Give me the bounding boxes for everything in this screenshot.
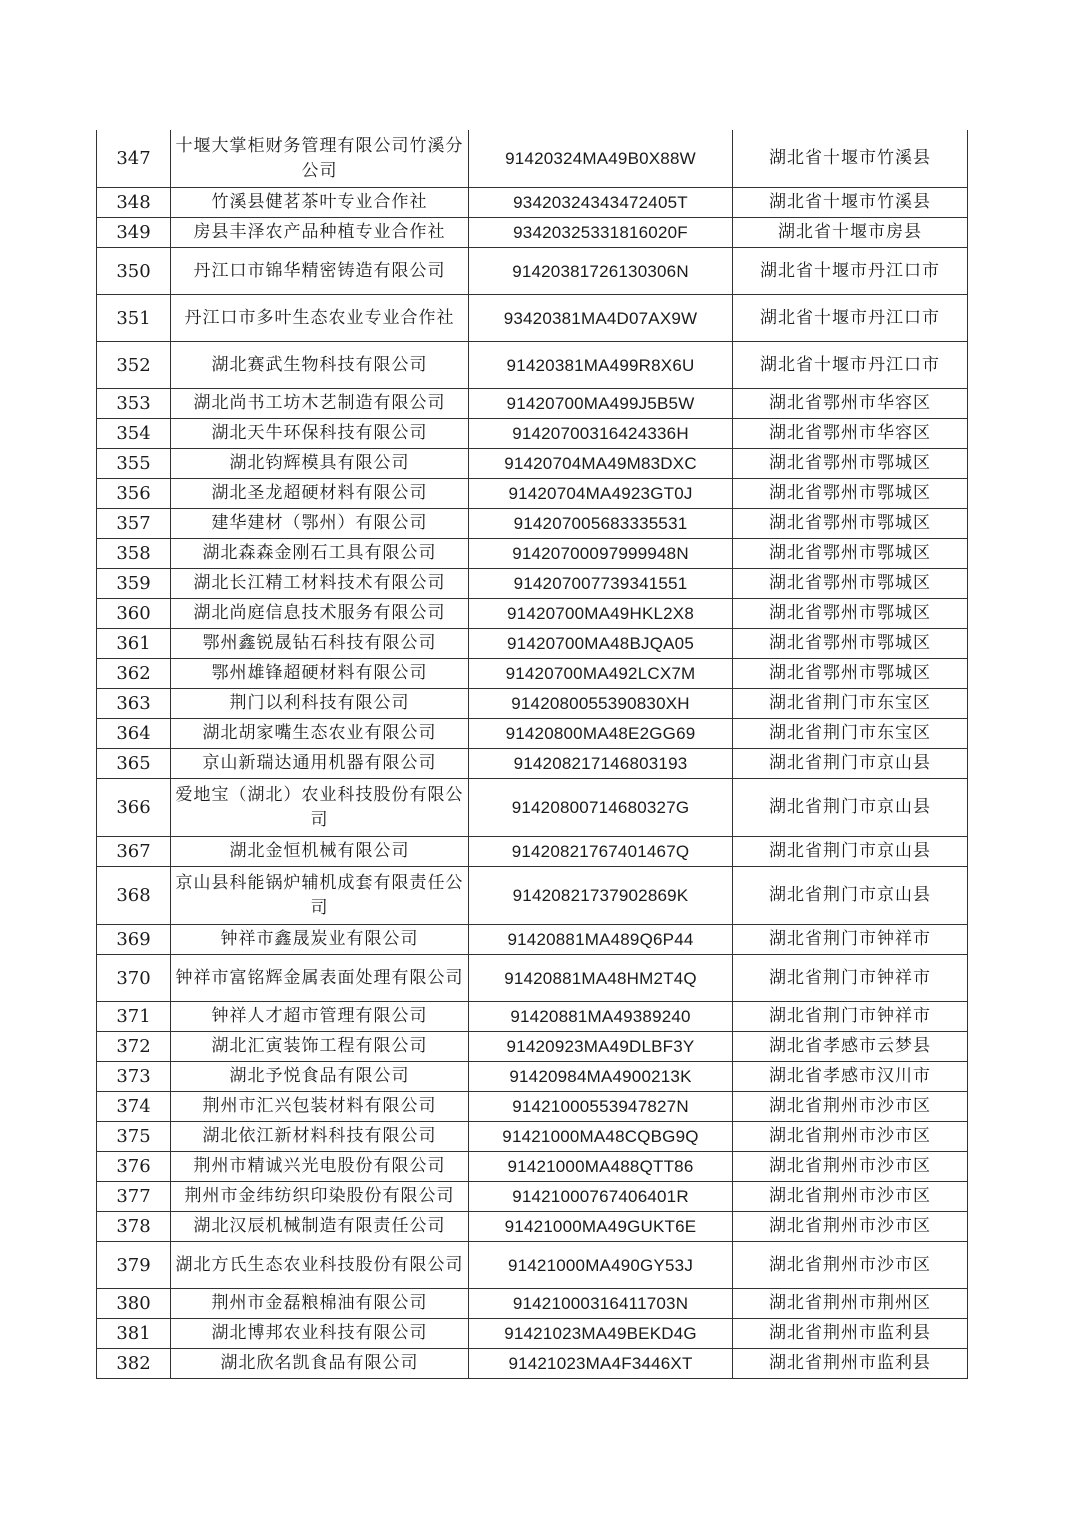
credit-code-cell: 91420923MA49DLBF3Y [469,1032,733,1062]
table-body [97,130,968,1379]
row-number-cell: 369 [97,925,171,955]
company-name-cell: 丹江口市多叶生态农业专业合作社 [171,295,469,342]
row-number-cell: 360 [97,599,171,629]
company-name-cell: 荆州市金纬纺织印染股份有限公司 [171,1182,469,1212]
location-cell: 湖北省鄂州市鄂城区 [733,569,968,599]
row-number-cell: 355 [97,449,171,479]
row-number-cell: 367 [97,837,171,867]
company-name-cell: 湖北圣龙超硬材料有限公司 [171,479,469,509]
table-row [97,1242,968,1289]
company-name-cell: 荆门以利科技有限公司 [171,689,469,719]
row-number-cell: 380 [97,1289,171,1319]
company-name-cell: 湖北尚书工坊木艺制造有限公司 [171,389,469,419]
table-row [97,749,968,779]
table-row [97,955,968,1002]
credit-code-cell: 91420800MA48E2GG69 [469,719,733,749]
credit-code-cell: 93420381MA4D07AX9W [469,295,733,342]
location-cell: 湖北省荆门市东宝区 [733,719,968,749]
table-row [97,719,968,749]
location-cell: 湖北省鄂州市华容区 [733,419,968,449]
location-cell: 湖北省鄂州市鄂城区 [733,659,968,689]
credit-code-cell: 91420700097999948N [469,539,733,569]
table-row [97,342,968,389]
location-cell: 湖北省鄂州市鄂城区 [733,449,968,479]
table-row [97,629,968,659]
row-number-cell: 365 [97,749,171,779]
location-cell: 湖北省荆门市京山县 [733,837,968,867]
row-number-cell: 350 [97,248,171,295]
company-name-cell: 荆州市金磊粮棉油有限公司 [171,1289,469,1319]
company-name-cell: 湖北博邦农业科技有限公司 [171,1319,469,1349]
location-cell: 湖北省荆州市沙市区 [733,1092,968,1122]
credit-code-cell: 91420700MA499J5B5W [469,389,733,419]
company-name-cell: 湖北胡家嘴生态农业有限公司 [171,719,469,749]
table-row [97,295,968,342]
location-cell: 湖北省鄂州市鄂城区 [733,539,968,569]
table-row [97,1289,968,1319]
location-cell: 湖北省荆州市沙市区 [733,1122,968,1152]
location-cell: 湖北省鄂州市华容区 [733,389,968,419]
company-name-cell: 湖北赛武生物科技有限公司 [171,342,469,389]
table-row [97,1319,968,1349]
credit-code-cell: 91421023MA49BEKD4G [469,1319,733,1349]
company-name-cell: 竹溪县健茗茶叶专业合作社 [171,188,469,218]
table-row [97,1092,968,1122]
row-number-cell: 354 [97,419,171,449]
table-row [97,837,968,867]
row-number-cell: 370 [97,955,171,1002]
company-name-cell: 钟祥市富铭辉金属表面处理有限公司 [171,955,469,1002]
location-cell: 湖北省荆门市钟祥市 [733,955,968,1002]
table-row [97,1182,968,1212]
credit-code-cell: 914207007739341551 [469,569,733,599]
table-row [97,539,968,569]
table-row [97,1032,968,1062]
enterprise-registry-table [96,130,968,1379]
table-row [97,449,968,479]
company-name-cell: 湖北方氏生态农业科技股份有限公司 [171,1242,469,1289]
credit-code-cell: 91421000553947827N [469,1092,733,1122]
row-number-cell: 347 [97,130,171,188]
company-name-cell: 京山县科能锅炉辅机成套有限责任公司 [171,867,469,925]
row-number-cell: 377 [97,1182,171,1212]
location-cell: 湖北省十堰市房县 [733,218,968,248]
credit-code-cell: 91421000767406401R [469,1182,733,1212]
company-name-cell: 鄂州鑫锐晟钻石科技有限公司 [171,629,469,659]
credit-code-cell: 91420324MA49B0X88W [469,130,733,188]
location-cell: 湖北省十堰市丹江口市 [733,248,968,295]
credit-code-cell: 91421023MA4F3446XT [469,1349,733,1379]
table-row [97,569,968,599]
credit-code-cell: 91421000316411703N [469,1289,733,1319]
table-row [97,925,968,955]
location-cell: 湖北省荆门市钟祥市 [733,1002,968,1032]
credit-code-cell: 93420325331816020F [469,218,733,248]
row-number-cell: 362 [97,659,171,689]
row-number-cell: 361 [97,629,171,659]
company-name-cell: 爱地宝（湖北）农业科技股份有限公司 [171,779,469,837]
row-number-cell: 375 [97,1122,171,1152]
credit-code-cell: 9142080055390830XH [469,689,733,719]
table-row [97,389,968,419]
credit-code-cell: 91420821737902869K [469,867,733,925]
location-cell: 湖北省荆门市京山县 [733,749,968,779]
location-cell: 湖北省十堰市竹溪县 [733,130,968,188]
row-number-cell: 351 [97,295,171,342]
table-row [97,1002,968,1032]
company-name-cell: 荆州市汇兴包装材料有限公司 [171,1092,469,1122]
table-row [97,130,968,188]
location-cell: 湖北省荆州市荆州区 [733,1289,968,1319]
company-name-cell: 湖北钧辉模具有限公司 [171,449,469,479]
row-number-cell: 364 [97,719,171,749]
table-row [97,1349,968,1379]
table-row [97,479,968,509]
credit-code-cell: 91420700MA492LCX7M [469,659,733,689]
table-row [97,1152,968,1182]
company-name-cell: 钟祥市鑫晟炭业有限公司 [171,925,469,955]
credit-code-cell: 91420700MA49HKL2X8 [469,599,733,629]
location-cell: 湖北省鄂州市鄂城区 [733,599,968,629]
table-row [97,1122,968,1152]
credit-code-cell: 91420800714680327G [469,779,733,837]
company-name-cell: 湖北金恒机械有限公司 [171,837,469,867]
company-name-cell: 丹江口市锦华精密铸造有限公司 [171,248,469,295]
credit-code-cell: 91421000MA48CQBG9Q [469,1122,733,1152]
row-number-cell: 366 [97,779,171,837]
table-row [97,867,968,925]
company-name-cell: 湖北天牛环保科技有限公司 [171,419,469,449]
company-name-cell: 湖北长江精工材料技术有限公司 [171,569,469,599]
location-cell: 湖北省孝感市云梦县 [733,1032,968,1062]
credit-code-cell: 91421000MA488QTT86 [469,1152,733,1182]
location-cell: 湖北省孝感市汉川市 [733,1062,968,1092]
row-number-cell: 368 [97,867,171,925]
company-name-cell: 京山新瑞达通用机器有限公司 [171,749,469,779]
company-name-cell: 荆州市精诚兴光电股份有限公司 [171,1152,469,1182]
location-cell: 湖北省荆门市东宝区 [733,689,968,719]
credit-code-cell: 91420700316424336H [469,419,733,449]
location-cell: 湖北省荆门市钟祥市 [733,925,968,955]
row-number-cell: 374 [97,1092,171,1122]
row-number-cell: 379 [97,1242,171,1289]
row-number-cell: 376 [97,1152,171,1182]
row-number-cell: 349 [97,218,171,248]
row-number-cell: 357 [97,509,171,539]
location-cell: 湖北省鄂州市鄂城区 [733,629,968,659]
credit-code-cell: 91421000MA490GY53J [469,1242,733,1289]
company-name-cell: 湖北汉辰机械制造有限责任公司 [171,1212,469,1242]
credit-code-cell: 91420881MA49389240 [469,1002,733,1032]
row-number-cell: 353 [97,389,171,419]
company-name-cell: 建华建材（鄂州）有限公司 [171,509,469,539]
company-name-cell: 房县丰泽农产品种植专业合作社 [171,218,469,248]
row-number-cell: 356 [97,479,171,509]
credit-code-cell: 91420700MA48BJQA05 [469,629,733,659]
location-cell: 湖北省鄂州市鄂城区 [733,479,968,509]
row-number-cell: 352 [97,342,171,389]
credit-code-cell: 91420881MA489Q6P44 [469,925,733,955]
company-name-cell: 湖北依江新材料科技有限公司 [171,1122,469,1152]
company-name-cell: 湖北森森金刚石工具有限公司 [171,539,469,569]
credit-code-cell: 914208217146803193 [469,749,733,779]
location-cell: 湖北省荆门市京山县 [733,779,968,837]
credit-code-cell: 91420704MA49M83DXC [469,449,733,479]
row-number-cell: 373 [97,1062,171,1092]
table-row [97,218,968,248]
table-row [97,188,968,218]
row-number-cell: 378 [97,1212,171,1242]
table-row [97,419,968,449]
company-name-cell: 十堰大掌柜财务管理有限公司竹溪分公司 [171,130,469,188]
company-name-cell: 湖北汇寅装饰工程有限公司 [171,1032,469,1062]
company-name-cell: 湖北尚庭信息技术服务有限公司 [171,599,469,629]
location-cell: 湖北省荆州市监利县 [733,1319,968,1349]
row-number-cell: 382 [97,1349,171,1379]
company-name-cell: 湖北予悦食品有限公司 [171,1062,469,1092]
location-cell: 湖北省荆州市沙市区 [733,1212,968,1242]
location-cell: 湖北省荆州市沙市区 [733,1242,968,1289]
credit-code-cell: 91420381726130306N [469,248,733,295]
row-number-cell: 358 [97,539,171,569]
row-number-cell: 381 [97,1319,171,1349]
row-number-cell: 363 [97,689,171,719]
table-row [97,509,968,539]
location-cell: 湖北省荆州市沙市区 [733,1182,968,1212]
company-name-cell: 钟祥人才超市管理有限公司 [171,1002,469,1032]
credit-code-cell: 914207005683335531 [469,509,733,539]
table-row [97,689,968,719]
table-row [97,1212,968,1242]
credit-code-cell: 91420704MA4923GT0J [469,479,733,509]
row-number-cell: 359 [97,569,171,599]
credit-code-cell: 91420381MA499R8X6U [469,342,733,389]
table-row [97,659,968,689]
location-cell: 湖北省十堰市丹江口市 [733,295,968,342]
company-name-cell: 鄂州雄锋超硬材料有限公司 [171,659,469,689]
location-cell: 湖北省鄂州市鄂城区 [733,509,968,539]
location-cell: 湖北省十堰市竹溪县 [733,188,968,218]
credit-code-cell: 93420324343472405T [469,188,733,218]
credit-code-cell: 91421000MA49GUKT6E [469,1212,733,1242]
row-number-cell: 348 [97,188,171,218]
company-name-cell: 湖北欣名凯食品有限公司 [171,1349,469,1379]
credit-code-cell: 91420881MA48HM2T4Q [469,955,733,1002]
table-row [97,1062,968,1092]
credit-code-cell: 91420821767401467Q [469,837,733,867]
row-number-cell: 372 [97,1032,171,1062]
row-number-cell: 371 [97,1002,171,1032]
location-cell: 湖北省荆州市监利县 [733,1349,968,1379]
location-cell: 湖北省荆州市沙市区 [733,1152,968,1182]
location-cell: 湖北省荆门市京山县 [733,867,968,925]
table-row [97,248,968,295]
table-row [97,599,968,629]
location-cell: 湖北省十堰市丹江口市 [733,342,968,389]
credit-code-cell: 91420984MA4900213K [469,1062,733,1092]
table-row [97,779,968,837]
